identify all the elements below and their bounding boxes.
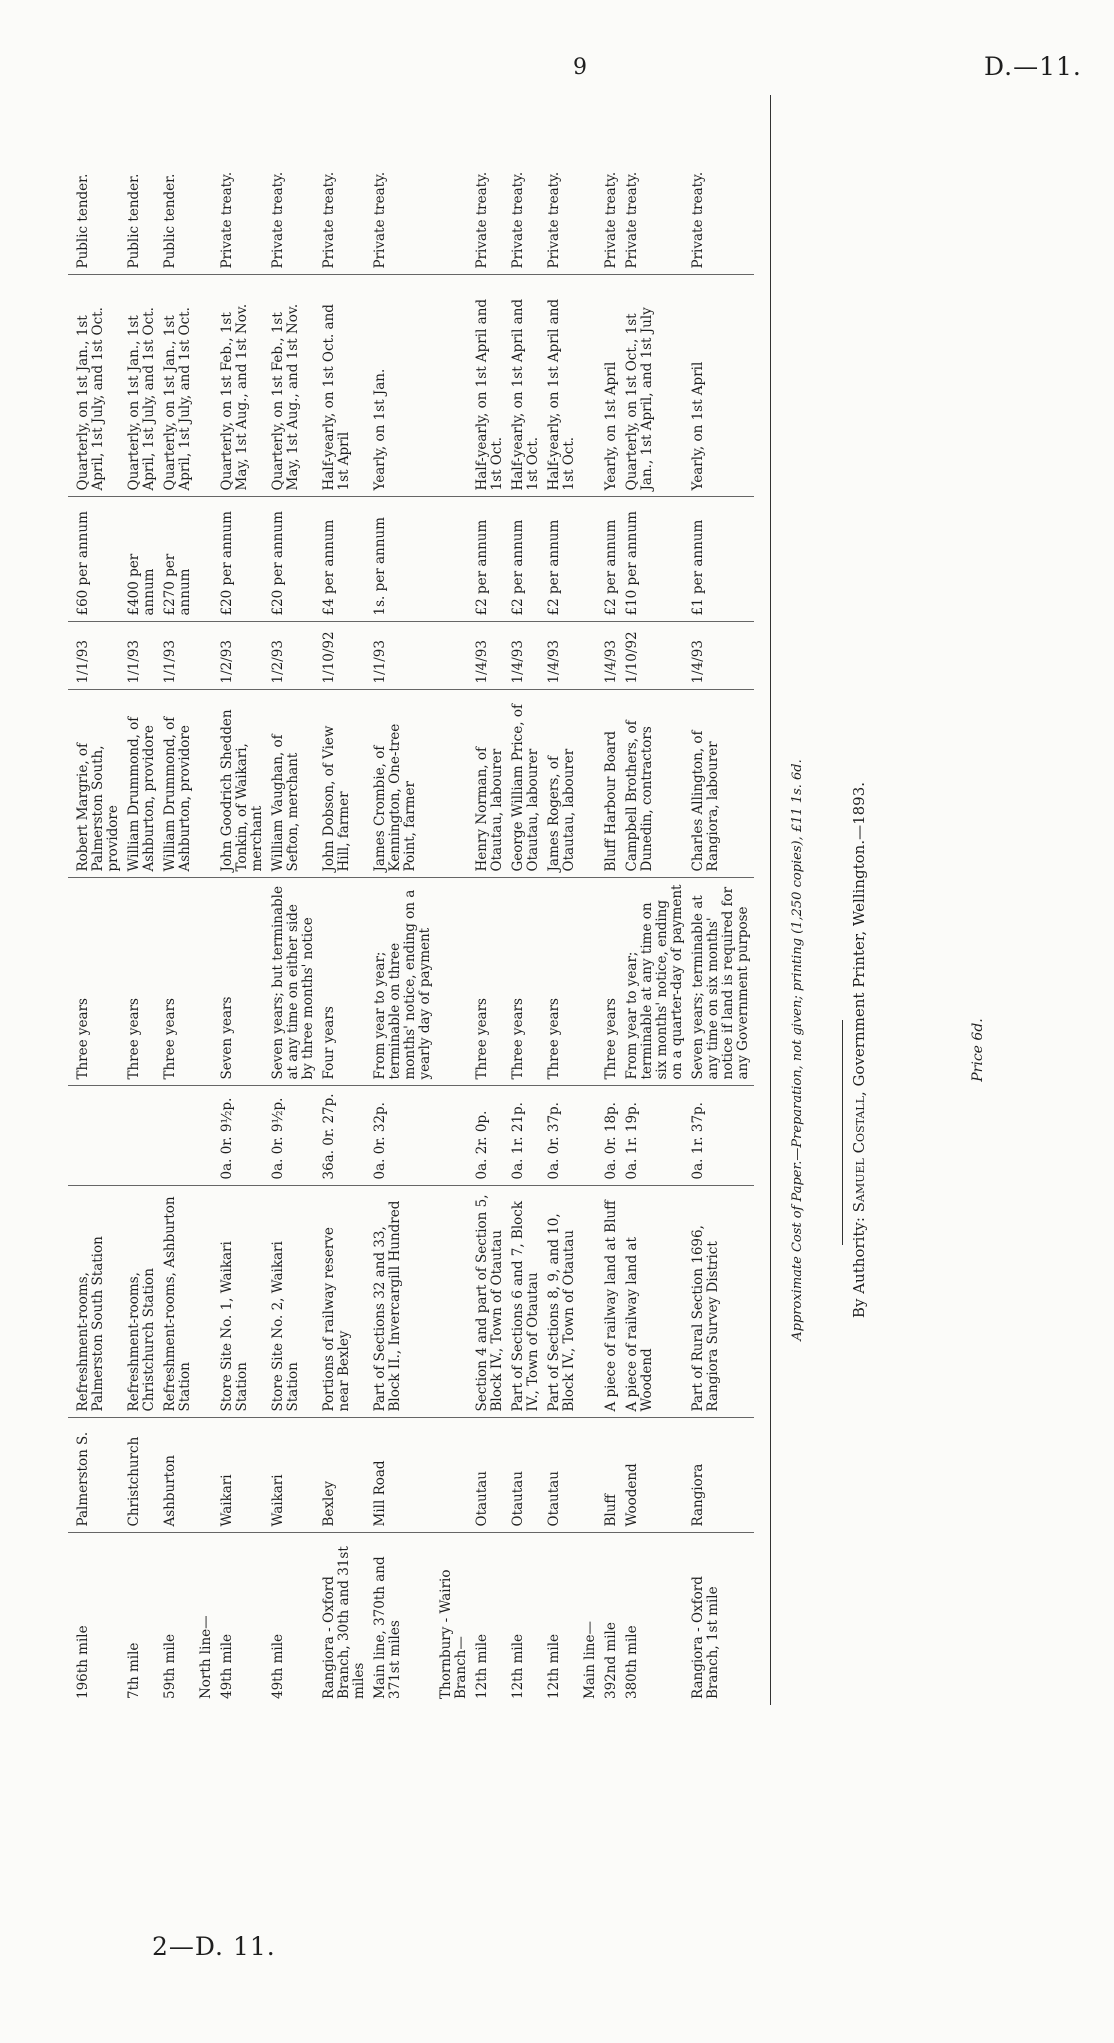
cell-description: A piece of railway land at Woodend bbox=[622, 1186, 688, 1418]
cell-term: Three years bbox=[508, 878, 544, 1086]
cell-date: 1/4/93 bbox=[688, 622, 754, 690]
cell-description: Part of Sections 32 and 33, Block II., Invercargill Hundred bbox=[370, 1186, 436, 1418]
cell-area: 0a. 0r. 32p. bbox=[370, 1086, 436, 1186]
cell-description: Refreshment-rooms, Christchurch Station bbox=[124, 1186, 160, 1418]
cell-description: Part of Sections 6 and 7, Block IV., Town of Otautau bbox=[508, 1186, 544, 1418]
empty-cell bbox=[436, 690, 472, 878]
cell-disposal: Private treaty. bbox=[544, 95, 580, 275]
cell-mile: 49th mile bbox=[270, 1633, 286, 1699]
empty-cell bbox=[436, 275, 472, 497]
authority-prefix: By Authority: bbox=[850, 1212, 868, 1319]
cell-rent: £400 per annum bbox=[124, 497, 160, 622]
cell-tenant: Campbell Brothers, of Dunedin, contractors bbox=[622, 690, 688, 878]
cell-payment: Quarterly, on 1st Feb., 1st May, 1st Aug., and 1st Nov. bbox=[268, 275, 319, 497]
cell-rent: £2 per annum bbox=[601, 497, 622, 622]
cell-station: Otautau bbox=[508, 1418, 544, 1533]
cell-tenant: James Rogers, of Otautau, labourer bbox=[544, 690, 580, 878]
empty-cell bbox=[436, 622, 472, 690]
cell-payment: Quarterly, on 1st Oct., 1st Jan., 1st April, and 1st July bbox=[622, 275, 688, 497]
cell-area: 0a. 1r. 19p. bbox=[622, 1086, 688, 1186]
cell-payment: Half-yearly, on 1st April and 1st Oct. bbox=[544, 275, 580, 497]
cell-mile: 12th mile bbox=[474, 1633, 490, 1699]
cell-date: 1/2/93 bbox=[217, 622, 268, 690]
sheet-signature: 2—D. 11. bbox=[152, 1932, 276, 1961]
cell-area: 36a. 0r. 27p. bbox=[319, 1086, 370, 1186]
document-code: D.—11. bbox=[984, 52, 1082, 81]
empty-cell bbox=[196, 497, 217, 622]
cell-station: Woodend bbox=[622, 1418, 688, 1533]
cell-payment: Half-yearly, on 1st Oct. and 1st April bbox=[319, 275, 370, 497]
cell-area bbox=[68, 1086, 124, 1186]
cell-area: 0a. 0r. 9½p. bbox=[268, 1086, 319, 1186]
cell-term: Three years bbox=[68, 878, 124, 1086]
empty-cell bbox=[196, 1186, 217, 1418]
cell-tenant: John Dobson, of View Hill, farmer bbox=[319, 690, 370, 878]
cell-date: 1/1/93 bbox=[160, 622, 196, 690]
page-number: 9 bbox=[573, 55, 587, 80]
cell-disposal: Public tender. bbox=[68, 95, 124, 275]
cell-mile: Rangiora - Oxford Branch, 1st mile bbox=[690, 1576, 721, 1699]
empty-cell bbox=[580, 1186, 601, 1418]
cell-station: Bluff bbox=[601, 1418, 622, 1533]
group-heading: Main line— bbox=[582, 1621, 598, 1699]
cell-rent: £2 per annum bbox=[508, 497, 544, 622]
empty-cell bbox=[196, 275, 217, 497]
cell-date: 1/4/93 bbox=[508, 622, 544, 690]
cell-term: Three years bbox=[544, 878, 580, 1086]
cost-note: Approximate Cost of Paper.—Preparation, not given; printing (1,250 copies), £11 1s. 6d. bbox=[790, 759, 805, 1341]
table-spacer-row bbox=[754, 95, 770, 1705]
cell-term: Three years bbox=[160, 878, 196, 1086]
empty-cell bbox=[196, 690, 217, 878]
cell-mile: 49th mile bbox=[219, 1633, 235, 1699]
price-note: Price 6d. bbox=[970, 1018, 986, 1082]
cell-rent: £2 per annum bbox=[544, 497, 580, 622]
cell-term: Three years bbox=[601, 878, 622, 1086]
cell-station: Bexley bbox=[319, 1418, 370, 1533]
cell-mile: Main line, 370th and 371st miles bbox=[372, 1556, 403, 1699]
empty-cell bbox=[196, 95, 217, 275]
cell-station: Mill Road bbox=[370, 1418, 436, 1533]
printer-name: Samuel Costall bbox=[850, 1096, 868, 1213]
empty-cell bbox=[580, 622, 601, 690]
authority-line bbox=[850, 400, 868, 1700]
group-heading-row bbox=[580, 95, 601, 1705]
cell-mile: 380th mile bbox=[624, 1625, 640, 1699]
cell-tenant: William Vaughan, of Sefton, merchant bbox=[268, 690, 319, 878]
empty-cell bbox=[436, 1086, 472, 1186]
cell-description: Section 4 and part of Section 5, Block IV., Town of Otautau bbox=[472, 1186, 508, 1418]
empty-cell bbox=[580, 1086, 601, 1186]
cell-date: 1/4/93 bbox=[601, 622, 622, 690]
cell-tenant: Bluff Harbour Board bbox=[601, 690, 622, 878]
cell-term: Seven years; but terminable at any time on either side by three months' notice bbox=[268, 878, 319, 1086]
cell-rent: £2 per annum bbox=[472, 497, 508, 622]
cell-term: From year to year; terminable at any time on six months' notice, ending on a quarter-day of payment bbox=[622, 878, 688, 1086]
cell-rent: 1s. per annum bbox=[370, 497, 436, 622]
empty-cell bbox=[196, 1418, 217, 1533]
cell-tenant: Robert Margrie, of Palmerston South, providore bbox=[68, 690, 124, 878]
rotated-table-block bbox=[68, 95, 868, 1705]
cell-disposal: Public tender. bbox=[160, 95, 196, 275]
cell-mile: 12th mile bbox=[546, 1633, 562, 1699]
empty-cell bbox=[580, 95, 601, 275]
cell-disposal: Private treaty. bbox=[217, 95, 268, 275]
cell-station: Rangiora bbox=[688, 1418, 754, 1533]
table-row bbox=[472, 95, 508, 1705]
lease-table bbox=[68, 95, 771, 1705]
cell-date: 1/10/92 bbox=[622, 622, 688, 690]
cell-disposal: Private treaty. bbox=[688, 95, 754, 275]
cell-term: Seven years bbox=[217, 878, 268, 1086]
cell-tenant: William Drummond, of Ashburton, providore bbox=[160, 690, 196, 878]
cell-station: Otautau bbox=[472, 1418, 508, 1533]
cell-area: 0a. 0r. 37p. bbox=[544, 1086, 580, 1186]
cell-area: 0a. 1r. 37p. bbox=[688, 1086, 754, 1186]
table-row bbox=[319, 95, 370, 1705]
cell-station: Ashburton bbox=[160, 1418, 196, 1533]
cell-rent: £4 per annum bbox=[319, 497, 370, 622]
group-heading: North line— bbox=[198, 1615, 214, 1699]
cell-mile: 12th mile bbox=[510, 1633, 526, 1699]
cell-term: Three years bbox=[124, 878, 160, 1086]
cell-date: 1/1/93 bbox=[68, 622, 124, 690]
cell-mile: 196th mile bbox=[75, 1625, 91, 1699]
cell-area bbox=[124, 1086, 160, 1186]
cell-station: Waikari bbox=[268, 1418, 319, 1533]
cell-mile: 392nd mile bbox=[603, 1622, 619, 1699]
cell-payment: Half-yearly, on 1st April and 1st Oct. bbox=[472, 275, 508, 497]
cell-term: Three years bbox=[472, 878, 508, 1086]
cell-description: Part of Rural Section 1696, Rangiora Survey District bbox=[688, 1186, 754, 1418]
group-heading-row bbox=[196, 95, 217, 1705]
table-row bbox=[622, 95, 688, 1705]
empty-cell bbox=[436, 497, 472, 622]
cell-rent: £10 per annum bbox=[622, 497, 688, 622]
cell-tenant: Henry Norman, of Otautau, labourer bbox=[472, 690, 508, 878]
cell-disposal: Private treaty. bbox=[508, 95, 544, 275]
empty-cell bbox=[196, 1086, 217, 1186]
table-row bbox=[160, 95, 196, 1705]
empty-cell bbox=[436, 95, 472, 275]
empty-cell bbox=[196, 878, 217, 1086]
cell-tenant: Charles Allington, of Rangiora, labourer bbox=[688, 690, 754, 878]
cell-area: 0a. 2r. 0p. bbox=[472, 1086, 508, 1186]
cell-tenant: George William Price, of Otautau, labourer bbox=[508, 690, 544, 878]
cell-date: 1/4/93 bbox=[472, 622, 508, 690]
cell-rent: £60 per annum bbox=[68, 497, 124, 622]
cell-tenant: James Crombie, of Kennington, One-tree Point, farmer bbox=[370, 690, 436, 878]
cell-date: 1/1/93 bbox=[370, 622, 436, 690]
table-row bbox=[124, 95, 160, 1705]
cell-payment: Yearly, on 1st April bbox=[601, 275, 622, 497]
cell-rent: £270 per annum bbox=[160, 497, 196, 622]
cell-disposal: Private treaty. bbox=[319, 95, 370, 275]
cell-description: A piece of railway land at Bluff bbox=[601, 1186, 622, 1418]
cell-area: 0a. 0r. 9½p. bbox=[217, 1086, 268, 1186]
cell-tenant: William Drummond, of Ashburton, providore bbox=[124, 690, 160, 878]
cell-payment: Half-yearly, on 1st April and 1st Oct. bbox=[508, 275, 544, 497]
cell-term: Four years bbox=[319, 878, 370, 1086]
empty-cell bbox=[580, 1418, 601, 1533]
empty-cell bbox=[580, 878, 601, 1086]
cell-disposal: Private treaty. bbox=[601, 95, 622, 275]
authority-suffix: , Government Printer, Wellington.—1893. bbox=[850, 781, 868, 1097]
cell-date: 1/1/93 bbox=[124, 622, 160, 690]
cell-rent: £20 per annum bbox=[268, 497, 319, 622]
cell-rent: £1 per annum bbox=[688, 497, 754, 622]
table-row bbox=[601, 95, 622, 1705]
cell-payment: Quarterly, on 1st Jan., 1st April, 1st July, and 1st Oct. bbox=[68, 275, 124, 497]
cell-disposal: Private treaty. bbox=[268, 95, 319, 275]
cell-area: 0a. 1r. 21p. bbox=[508, 1086, 544, 1186]
cell-disposal: Private treaty. bbox=[370, 95, 436, 275]
table-row bbox=[268, 95, 319, 1705]
cell-mile: Rangiora - Oxford Branch, 30th and 31st miles bbox=[321, 1546, 367, 1699]
cell-disposal: Private treaty. bbox=[622, 95, 688, 275]
cell-station: Waikari bbox=[217, 1418, 268, 1533]
table-row bbox=[688, 95, 754, 1705]
cell-date: 1/4/93 bbox=[544, 622, 580, 690]
cell-date: 1/2/93 bbox=[268, 622, 319, 690]
cell-payment: Quarterly, on 1st Jan., 1st April, 1st July, and 1st Oct. bbox=[124, 275, 160, 497]
empty-cell bbox=[580, 497, 601, 622]
empty-cell bbox=[436, 1186, 472, 1418]
cell-station: Christchurch bbox=[124, 1418, 160, 1533]
cell-payment: Quarterly, on 1st Jan., 1st April, 1st July, and 1st Oct. bbox=[160, 275, 196, 497]
table-row bbox=[68, 95, 124, 1705]
divider-rule bbox=[842, 1020, 843, 1245]
table-row bbox=[217, 95, 268, 1705]
cell-area bbox=[160, 1086, 196, 1186]
empty-cell bbox=[436, 878, 472, 1086]
rotated-footer-block bbox=[790, 400, 1114, 1700]
cell-description: Refreshment-rooms, Palmerston South Station bbox=[68, 1186, 124, 1418]
cell-mile: 59th mile bbox=[162, 1633, 178, 1699]
empty-cell bbox=[436, 1418, 472, 1533]
empty-cell bbox=[580, 275, 601, 497]
table-row bbox=[544, 95, 580, 1705]
cell-description: Part of Sections 8, 9, and 10, Block IV., Town of Otautau bbox=[544, 1186, 580, 1418]
cell-station: Otautau bbox=[544, 1418, 580, 1533]
cell-payment: Quarterly, on 1st Feb., 1st May, 1st Aug., and 1st Nov. bbox=[217, 275, 268, 497]
table-row bbox=[508, 95, 544, 1705]
table-row bbox=[370, 95, 436, 1705]
group-heading: Thornbury - Wairio Branch— bbox=[438, 1569, 469, 1699]
cell-description: Store Site No. 1, Waikari Station bbox=[217, 1186, 268, 1418]
cell-description: Store Site No. 2, Waikari Station bbox=[268, 1186, 319, 1418]
cell-date: 1/10/92 bbox=[319, 622, 370, 690]
cell-mile: 7th mile bbox=[126, 1642, 142, 1699]
cell-area: 0a. 0r. 18p. bbox=[601, 1086, 622, 1186]
cell-description: Refreshment-rooms, Ashburton Station bbox=[160, 1186, 196, 1418]
cell-disposal: Public tender. bbox=[124, 95, 160, 275]
cell-station: Palmerston S. bbox=[68, 1418, 124, 1533]
cell-payment: Yearly, on 1st April bbox=[688, 275, 754, 497]
group-heading-row bbox=[436, 95, 472, 1705]
cell-tenant: John Goodrich Shedden Tonkin, of Waikari, merchant bbox=[217, 690, 268, 878]
empty-cell bbox=[196, 622, 217, 690]
cell-payment: Yearly, on 1st Jan. bbox=[370, 275, 436, 497]
cell-term: Seven years; terminable at any time on six months' notice if land is required for any Government purpose bbox=[688, 878, 754, 1086]
empty-cell bbox=[580, 690, 601, 878]
cell-term: From year to year; terminable on three months' notice, ending on a yearly day of payment bbox=[370, 878, 436, 1086]
cell-disposal: Private treaty. bbox=[472, 95, 508, 275]
cell-rent: £20 per annum bbox=[217, 497, 268, 622]
cell-description: Portions of railway reserve near Bexley bbox=[319, 1186, 370, 1418]
